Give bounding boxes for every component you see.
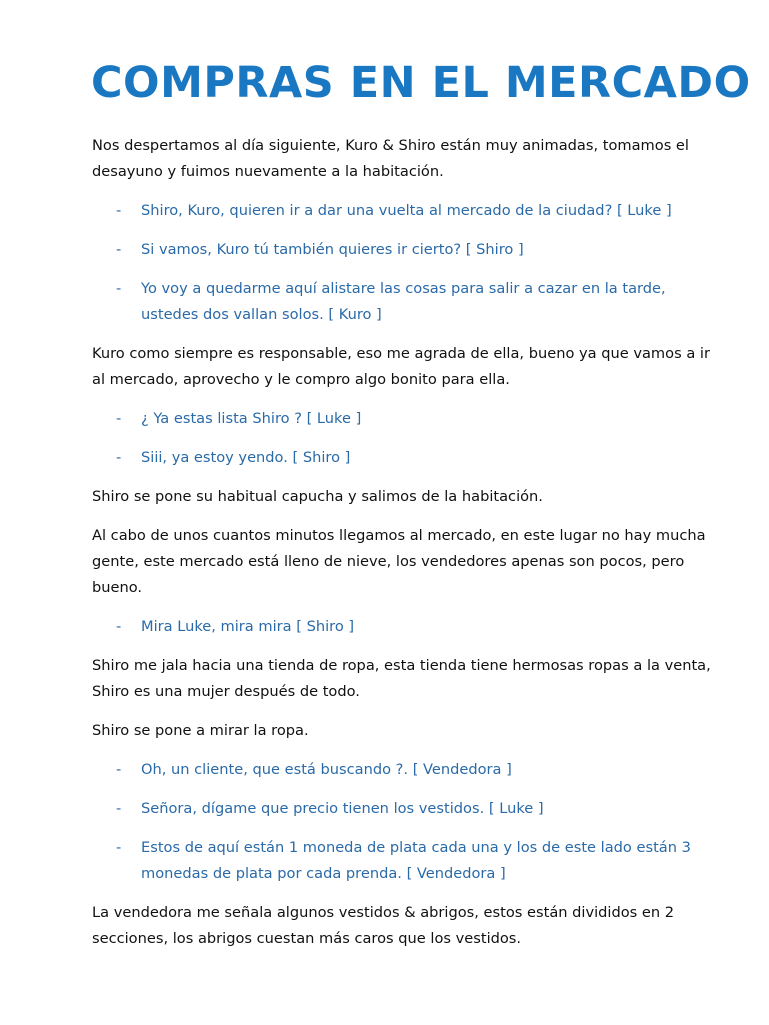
dialogue-line <box>92 276 712 328</box>
dialogue-text: Si vamos, Kuro tú también quieres ir cierto? [ Shiro ] <box>141 241 524 258</box>
page-title: COMPRAS EN EL MERCADO <box>91 58 751 108</box>
narration-paragraph: Shiro se pone su habitual capucha y salimos de la habitación. <box>92 488 543 505</box>
dialogue-text: Estos de aquí están 1 moneda de plata cada una y los de este lado están 3 monedas de plata por cada prenda. [ Vendedora ] <box>141 839 691 882</box>
narration-paragraph: Shiro me jala hacia una tienda de ropa, esta tienda tiene hermosas ropas a la venta, Shiro es una mujer después de todo. <box>92 657 711 700</box>
document-body <box>92 133 712 952</box>
dialogue-dash: - <box>116 839 122 856</box>
dialogue-dash: - <box>116 202 122 219</box>
dialogue-line <box>92 237 712 263</box>
dialogue-line <box>92 614 712 640</box>
dialogue-line <box>92 835 712 887</box>
document-page <box>91 55 751 965</box>
dialogue-line <box>92 198 712 224</box>
narration-paragraph: Nos despertamos al día siguiente, Kuro & Shiro están muy animadas, tomamos el desayuno y fuimos nuevamente a la habitación. <box>92 137 689 180</box>
dialogue-text: Mira Luke, mira mira [ Shiro ] <box>141 618 355 635</box>
dialogue-dash: - <box>116 800 122 817</box>
dialogue-line <box>92 757 712 783</box>
dialogue-line <box>92 445 712 471</box>
narration-paragraph: Kuro como siempre es responsable, eso me agrada de ella, bueno ya que vamos a ir al mercado, aprovecho y le compro algo bonito para ella. <box>92 345 710 388</box>
dialogue-dash: - <box>116 618 122 635</box>
narration-paragraph: La vendedora me señala algunos vestidos & abrigos, estos están divididos en 2 secciones, los abrigos cuestan más caros que los vestidos. <box>92 904 675 947</box>
narration-paragraph: Shiro se pone a mirar la ropa. <box>92 722 309 739</box>
dialogue-dash: - <box>116 280 122 297</box>
narration-paragraph: Al cabo de unos cuantos minutos llegamos al mercado, en este lugar no hay mucha gente, este mercado está lleno de nieve, los vendedores apenas son pocos, pero bueno. <box>92 527 706 596</box>
dialogue-text: Oh, un cliente, que está buscando ?. [ Vendedora ] <box>141 761 512 778</box>
dialogue-dash: - <box>116 410 122 427</box>
dialogue-text: ¿ Ya estas lista Shiro ? [ Luke ] <box>141 410 362 427</box>
dialogue-line <box>92 796 712 822</box>
dialogue-text: Shiro, Kuro, quieren ir a dar una vuelta al mercado de la ciudad? [ Luke ] <box>141 202 672 219</box>
dialogue-text: Yo voy a quedarme aquí alistare las cosas para salir a cazar en la tarde, ustedes dos vallan solos. [ Kuro ] <box>141 280 666 323</box>
dialogue-line <box>92 406 712 432</box>
dialogue-text: Siii, ya estoy yendo. [ Shiro ] <box>141 449 351 466</box>
dialogue-dash: - <box>116 761 122 778</box>
dialogue-dash: - <box>116 241 122 258</box>
dialogue-dash: - <box>116 449 122 466</box>
dialogue-text: Señora, dígame que precio tienen los vestidos. [ Luke ] <box>141 800 544 817</box>
